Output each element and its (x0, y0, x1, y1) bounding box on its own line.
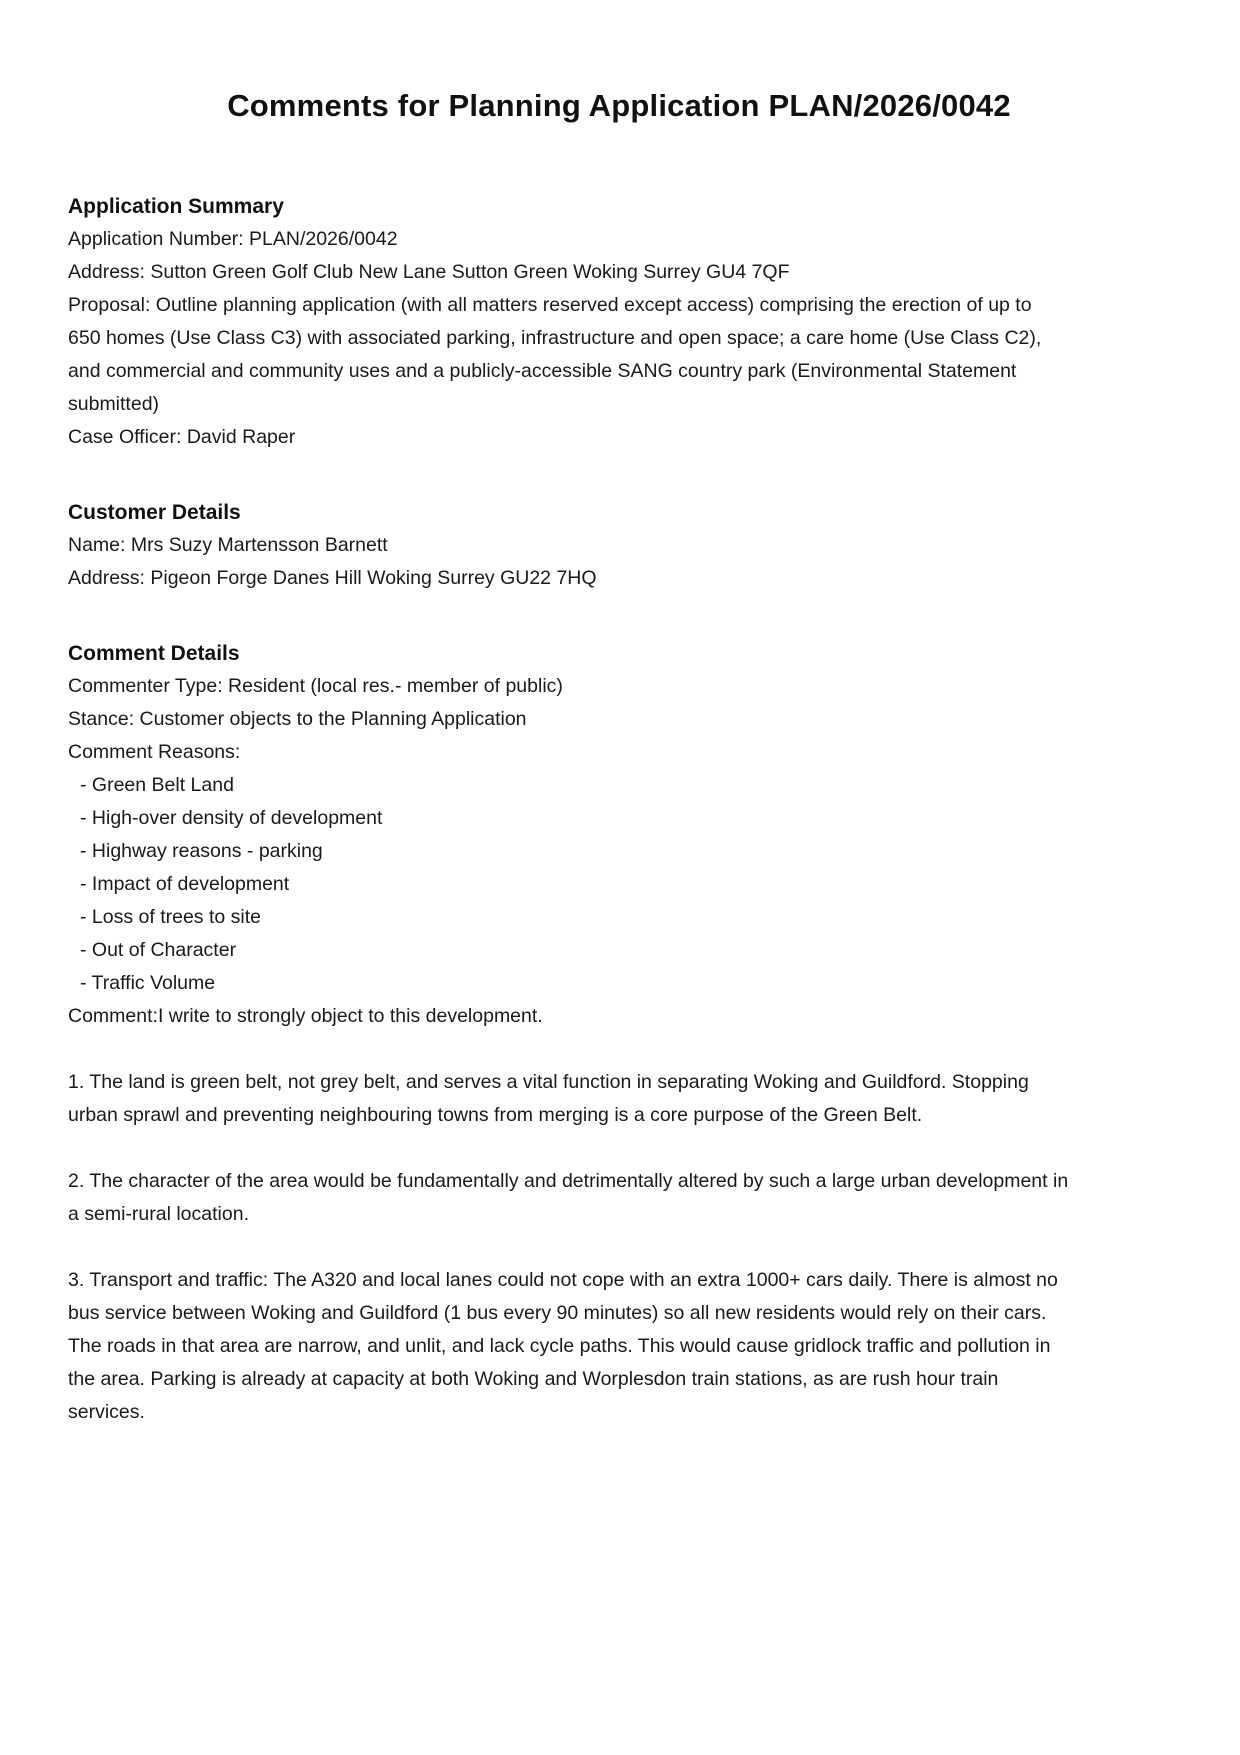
site-address-line: Address: Sutton Green Golf Club New Lane Sutton Green Woking Surrey GU4 7QF (68, 261, 790, 283)
comment-reasons-label: Comment Reasons: (68, 741, 241, 763)
comment-reason-item: - Impact of development (80, 873, 290, 895)
comment-reason-item: - High-over density of development (80, 807, 383, 829)
comment-paragraph: 3. Transport and traffic: The A320 and local lanes could not cope with an extra 1000+ cars daily. There is almost no bus service between Woking and Guildford (1 bus every 90 minutes) so all new residents would rely on their cars. The roads in that area are narrow, and unlit, and lack cycle paths. This would cause gridlock traffic and pollution in the area. Parking is already at capacity at both Woking and Worplesdon train stations, as are rush hour train services. (68, 1269, 1058, 1423)
comment-paragraph: 2. The character of the area would be fundamentally and detrimentally altered by such a large urban development in a semi-rural location. (68, 1170, 1069, 1225)
comment-paragraph: 1. The land is green belt, not grey belt, and serves a vital function in separating Woking and Guildford. Stopping urban sprawl and preventing neighbouring towns from merging is a core purpose of the Green Belt. (68, 1071, 1029, 1126)
stance-line: Stance: Customer objects to the Planning Application (68, 708, 527, 730)
customer-address-line: Address: Pigeon Forge Danes Hill Woking Surrey GU22 7HQ (68, 567, 597, 589)
commenter-type-line: Commenter Type: Resident (local res.- member of public) (68, 675, 563, 697)
comment-reason-item: - Green Belt Land (80, 774, 234, 796)
case-officer-line: Case Officer: David Raper (68, 426, 296, 448)
section-application-summary (68, 190, 1170, 454)
customer-name-line: Name: Mrs Suzy Martensson Barnett (68, 534, 388, 556)
application-summary-heading: Application Summary (68, 195, 284, 218)
comment-reason-item: - Traffic Volume (80, 972, 216, 994)
comment-reason-item: - Out of Character (80, 939, 237, 961)
comment-details-heading: Comment Details (68, 642, 240, 665)
customer-details-heading: Customer Details (68, 501, 241, 524)
comment-intro-line: Comment:I write to strongly object to this development. (68, 1005, 543, 1027)
comment-reason-item: - Highway reasons - parking (80, 840, 323, 862)
comment-reason-item: - Loss of trees to site (80, 906, 261, 928)
application-number-line: Application Number: PLAN/2026/0042 (68, 228, 398, 250)
section-comment-details (68, 637, 1170, 1429)
proposal-line: Proposal: Outline planning application (with all matters reserved except access) comprising the erection of up to 650 homes (Use Class C3) with associated parking, infrastructure and open space; a care home (Use Class C2), and commercial and community uses and a publicly-accessible SANG country park (Environmental Statement submitted) (68, 294, 1042, 415)
section-customer-details (68, 496, 1170, 595)
page-title: Comments for Planning Application PLAN/2026/0042 (227, 88, 1011, 123)
